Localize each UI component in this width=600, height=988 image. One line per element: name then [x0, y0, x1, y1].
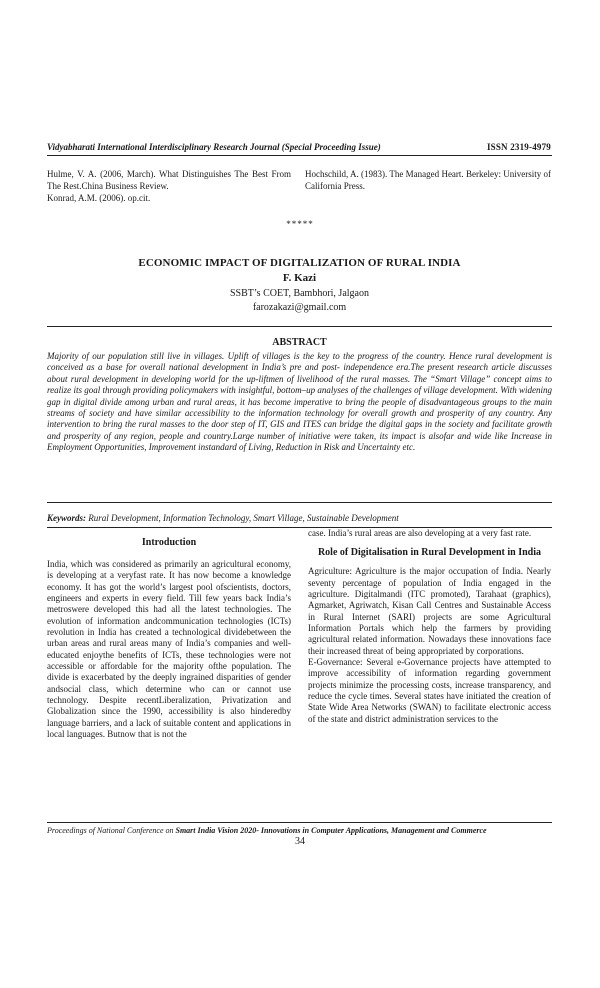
author-name: F. Kazi [282, 272, 317, 284]
footer-title: Smart India Vision 2020- Innovations in Computer Applications, Management and Commerce [175, 826, 487, 835]
footer-rule [47, 822, 552, 823]
journal-header [47, 142, 551, 152]
footer-prefix: Proceedings of National Conference on [47, 826, 174, 835]
role-heading: Role of Digitalisation in Rural Development in India [317, 547, 542, 559]
abstract-heading: ABSTRACT [272, 337, 327, 348]
reference-item: Hulme, V. A. (2006, March). What Distinguishes The Best From The Rest.China Business Review. [47, 169, 291, 191]
keywords [47, 513, 552, 523]
paragraph: India, which was considered as primarily an agricultural economy, is developing at a veryfast rate. It has now become a knowledge economy. It has got the world’s largest pool ofscientists, doctors, engineers and experts in every field. Till few years back India’s metroswere developed this had all the latest technologies. The evolution of information andcommunication technologies (ICTs) revolution in India has created a technological dividebetween the urban areas and rural areas many of India’s companies and well-educated enjoythe benefits of ICTs, these technologies were not accessible or affordable for the majority ofthe population. The divide is exacerbated by the deeply ingrained disparities of gender andsocial class, which determine who can or cannot use technology. Despite recentLiberalization, Privatization and Globalization since the 1990, accessibility is also hinderedby language barriers, and a lack of suitable content and applications in local languages. Butnow that is not the [47, 559, 291, 740]
section-separator: ***** [286, 219, 314, 229]
journal-title: Vidyabharati International Interdisciplinary Research Journal (Special Proceeding Issue) [47, 142, 381, 152]
egovernance-paragraph: E-Governance: Several e-Governance projects have attempted to improve accessibility of information regarding government projects minimize the processing costs, increase transparency, and reduce the cycle times. Several states have initiated the creation of State Wide Area Networks (SWAN) to facilitate electronic access of the state and district administration services to the [308, 657, 551, 724]
article-title: ECONOMIC IMPACT OF DIGITALIZATION OF RURAL INDIA [138, 257, 461, 269]
reference-item: Konrad, A.M. (2006). op.cit. [47, 193, 151, 203]
footer [47, 826, 552, 835]
right-column [308, 528, 551, 725]
keywords-label: Keywords: [47, 513, 86, 523]
introduction-heading: Introduction [141, 537, 197, 548]
author-affiliation: SSBT’s COET, Bambhori, Jalgaon [230, 288, 369, 299]
keywords-text: Rural Development, Information Technology, Smart Village, Sustainable Development [88, 513, 399, 523]
author-email: farozakazi@gmail.com [252, 302, 347, 313]
page-number: 34 [295, 836, 305, 847]
issn: ISSN 2319-4979 [486, 142, 551, 152]
abstract-text: Majority of our population still live in villages. Uplift of villages is the key to the progress of the country. Hence rural development is conceived as a base for overall national development in India’s pre and post- independence era.The present research article discusses about rural development in developing world for the up-liftmen of livelihood of the rural masses. The “Smart Village” concept aims to realize its goal through providing policymakers with insightful, bottom–up analyses of the challenges of village development. With widening gap in digital divide among urban and rural areas, it has become imperative to bring the people of disadvantageous groups to the main streams of society and have similar accessibility to the information technology for overall growth and prosperity of any country. Any intervention to bring the rural masses to the door step of IT, GIS and ITES can bridge the digital gaps in the society and facilitate growth and prosperity of any region, people and country.Large number of initiative were taken, its impact is alsofar and wide like Increase in Employment Opportunities, Improvement instandard of Living, Reduction in Risk and Uncertainty etc. [47, 351, 552, 453]
header-rule [47, 155, 552, 156]
reference-item: Hochschild, A. (1983). The Managed Heart. Berkeley: University of California Press. [305, 169, 551, 191]
agriculture-paragraph: Agriculture: Agriculture is the major occupation of India. Nearly seventy percentage of population of India engaged in the agriculture. Digitalmandi (ITC promoted), Tarahaat (graphics), Agmarket, Agriwatch, Kisan Call Centres and Sustainable Access in Rural Internet (SARI) projects are some Agricultural Information Portals which help the farmers by providing agricultural related information. Nowadays these innovations face their increased threat of being appropriated by corporations. [308, 566, 551, 656]
introduction-text [47, 559, 291, 741]
references-left [47, 168, 291, 204]
references-right [305, 168, 551, 192]
intro-continuation: case. India’s rural areas are also developing at a very fast rate. [308, 528, 532, 538]
title-rule [47, 326, 552, 327]
abstract-rule [47, 502, 552, 503]
left-column [47, 536, 291, 741]
